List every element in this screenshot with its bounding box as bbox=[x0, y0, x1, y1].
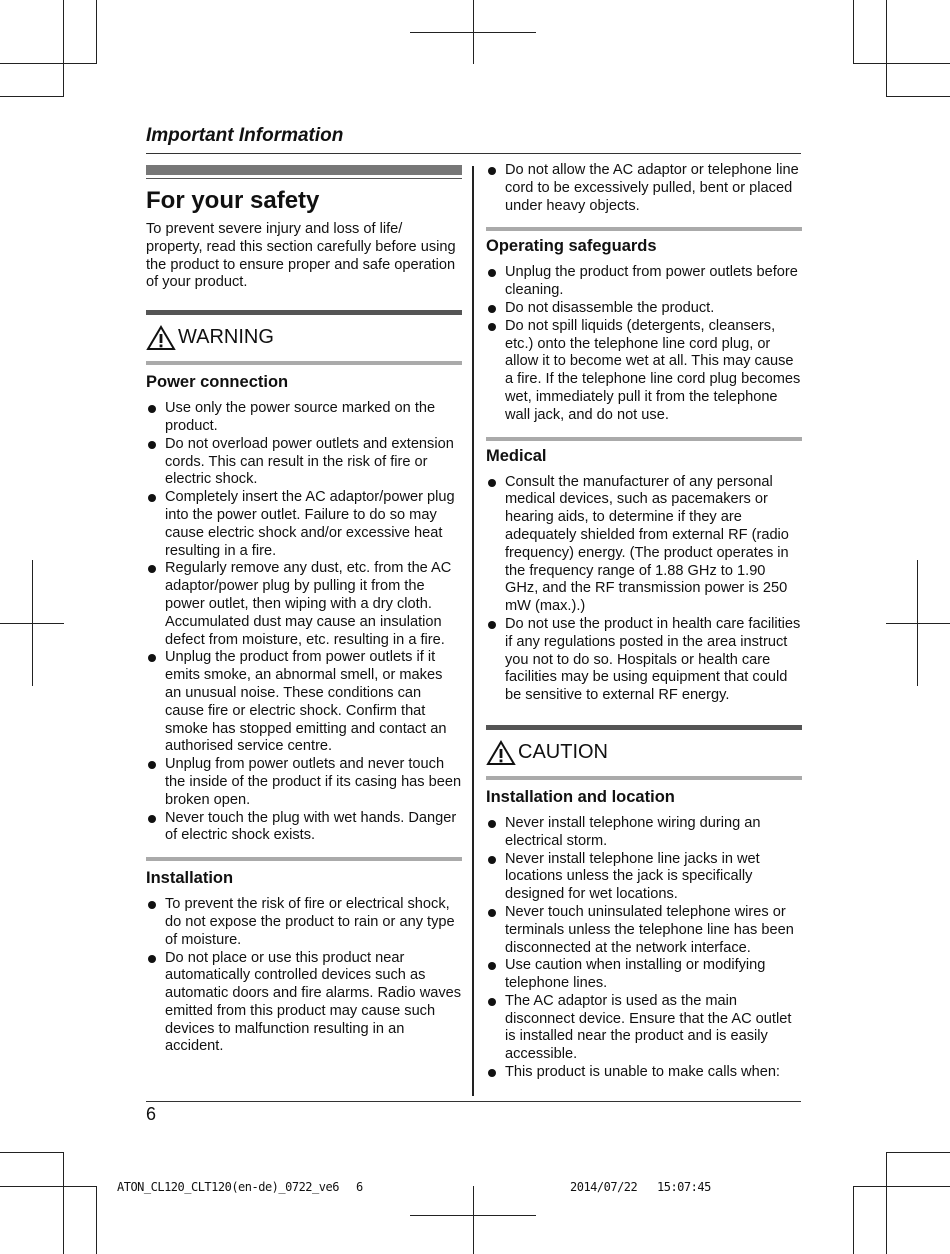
list-item: Do not place or use this product near automatically controlled devices such as automatic doors and fire alarms. Radio waves emitted from this product may cause such devices to malfunction resulting in an accident. bbox=[146, 950, 462, 1057]
list-item: Regularly remove any dust, etc. from the AC adaptor/power plug by pulling it from the power outlet, then wiping with a dry cloth. Accumulated dust may cause an insulation defect from moisture, etc. resulting in a fire. bbox=[146, 560, 462, 649]
list-item: Unplug the product from power outlets before cleaning. bbox=[486, 264, 802, 300]
bullet-icon bbox=[488, 305, 496, 313]
list-item: Never touch uninsulated telephone wires or terminals unless the telephone line has been disconnected at the network interface. bbox=[486, 904, 802, 957]
list-item: Do not disassemble the product. bbox=[486, 300, 802, 318]
bullet-icon bbox=[148, 494, 156, 502]
list-item: Do not spill liquids (detergents, cleansers, etc.) onto the telephone line cord plug, or allow it to become wet at all. This may cause a fire. If the telephone line cord plug becomes wet, immediately pull it from the telephone wall jack, and do not use. bbox=[486, 318, 802, 425]
caution-label: CAUTION bbox=[518, 741, 608, 764]
list-item: Use caution when installing or modifying telephone lines. bbox=[486, 957, 802, 993]
medical-bar bbox=[486, 437, 802, 441]
medical-list bbox=[486, 474, 802, 705]
list-item: This product is unable to make calls when: bbox=[486, 1064, 802, 1082]
bullet-icon bbox=[148, 405, 156, 413]
bullet-icon bbox=[488, 323, 496, 331]
list-item: Completely insert the AC adaptor/power plug into the power outlet. Failure to do so may cause electric shock and/or excessive heat resulting in a fire. bbox=[146, 489, 462, 560]
bullet-icon bbox=[148, 815, 156, 823]
caution-top-bar bbox=[486, 725, 802, 730]
bullet-icon bbox=[148, 955, 156, 963]
list-item: Unplug from power outlets and never touch the inside of the product if its casing has been broken open. bbox=[146, 756, 462, 809]
warning-label: WARNING bbox=[178, 326, 274, 349]
footer-rule bbox=[146, 1101, 801, 1102]
bullet-icon bbox=[488, 479, 496, 487]
page-header-title: Important Information bbox=[146, 125, 344, 146]
column-divider bbox=[472, 166, 474, 1096]
list-item: Do not allow the AC adaptor or telephone line cord to be excessively pulled, bent or placed under heavy objects. bbox=[486, 162, 802, 215]
bullet-icon bbox=[488, 167, 496, 175]
bullet-icon bbox=[148, 901, 156, 909]
power-connection-list bbox=[146, 400, 462, 845]
adaptor-list bbox=[486, 162, 802, 215]
print-date: 2014/07/22 bbox=[570, 1180, 638, 1194]
warning-bottom-bar bbox=[146, 361, 462, 365]
page-number: 6 bbox=[146, 1104, 157, 1124]
list-item: The AC adaptor is used as the main disconnect device. Ensure that the AC outlet is installed near the product and is easily accessible. bbox=[486, 993, 802, 1064]
caution-triangle-icon bbox=[486, 740, 516, 766]
right-column bbox=[486, 162, 802, 1082]
bullet-icon bbox=[488, 962, 496, 970]
warning-top-bar bbox=[146, 310, 462, 315]
print-page: 6 bbox=[356, 1180, 363, 1194]
list-item: Do not overload power outlets and extension cords. This can result in the risk of fire or electric shock. bbox=[146, 436, 462, 489]
section-title: For your safety bbox=[146, 187, 320, 214]
header-rule bbox=[146, 153, 801, 154]
operating-heading: Operating safeguards bbox=[486, 237, 657, 256]
bullet-icon bbox=[148, 441, 156, 449]
caution-bottom-bar bbox=[486, 776, 802, 780]
caution-callout bbox=[486, 740, 802, 766]
bullet-icon bbox=[488, 820, 496, 828]
section-bar bbox=[146, 165, 462, 175]
list-item: Do not use the product in health care facilities if any regulations posted in the area instruct you not to do so. Hospitals or health care facilities may be using equipment that could be sensitive to external RF energy. bbox=[486, 616, 802, 705]
installation-list bbox=[146, 896, 462, 1056]
left-column bbox=[146, 162, 462, 1056]
print-file-name: ATON_CL120_CLT120(en-de)_0722_ve6 bbox=[117, 1180, 339, 1194]
bullet-icon bbox=[488, 269, 496, 277]
list-item: Never install telephone line jacks in wet locations unless the jack is specifically designed for wet locations. bbox=[486, 851, 802, 904]
intro-text: To prevent severe injury and loss of life/ property, read this section carefully before using the product to ensure proper and safe operation of your product. bbox=[146, 221, 456, 291]
list-item: To prevent the risk of fire or electrical shock, do not expose the product to rain or any type of moisture. bbox=[146, 896, 462, 949]
bullet-icon bbox=[488, 856, 496, 864]
medical-heading: Medical bbox=[486, 446, 547, 465]
installation-location-list bbox=[486, 815, 802, 1082]
list-item: Never install telephone wiring during an electrical storm. bbox=[486, 815, 802, 851]
list-item: Never touch the plug with wet hands. Danger of electric shock exists. bbox=[146, 810, 462, 846]
bullet-icon bbox=[148, 761, 156, 769]
warning-triangle-icon bbox=[146, 325, 176, 351]
list-item: Use only the power source marked on the product. bbox=[146, 400, 462, 436]
list-item: Consult the manufacturer of any personal medical devices, such as pacemakers or hearing aids, to determine if they are adequately shielded from external RF (radio frequency) energy. (The product operates in the frequency range of 1.88 GHz to 1.90 GHz, and the RF transmission power is 250 mW (max.).) bbox=[486, 474, 802, 616]
operating-bar bbox=[486, 227, 802, 231]
bullet-icon bbox=[488, 998, 496, 1006]
bullet-icon bbox=[148, 654, 156, 662]
installation-location-heading: Installation and location bbox=[486, 787, 675, 806]
bullet-icon bbox=[488, 1069, 496, 1077]
power-connection-heading: Power connection bbox=[146, 373, 289, 392]
installation-heading: Installation bbox=[146, 869, 234, 888]
bullet-icon bbox=[488, 621, 496, 629]
bullet-icon bbox=[488, 909, 496, 917]
warning-callout bbox=[146, 325, 462, 351]
bullet-icon bbox=[148, 565, 156, 573]
print-time: 15:07:45 bbox=[657, 1180, 711, 1194]
list-item: Unplug the product from power outlets if it emits smoke, an abnormal smell, or makes an unusual noise. These conditions can cause fire or electric shock. Confirm that smoke has stopped emitting and contact an authorised service centre. bbox=[146, 649, 462, 756]
operating-list bbox=[486, 264, 802, 424]
installation-bar bbox=[146, 857, 462, 861]
